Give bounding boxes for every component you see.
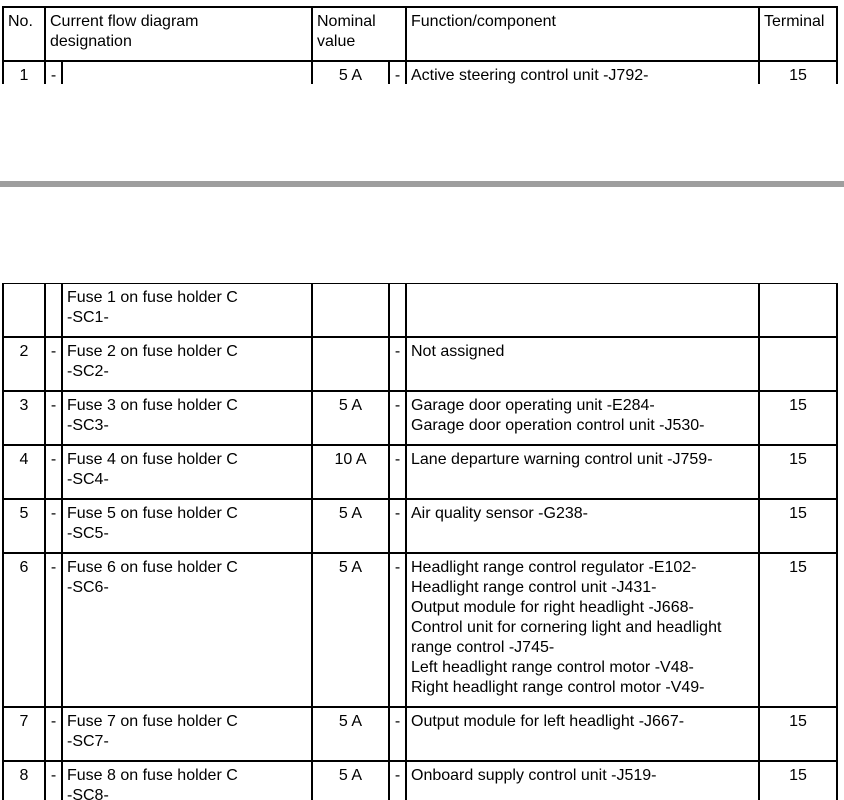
row-nominal-value: 5 A xyxy=(312,61,389,84)
row-dash: - xyxy=(389,553,406,707)
row-dash xyxy=(389,283,406,337)
row-designation: Fuse 7 on fuse holder C -SC7- xyxy=(62,707,312,761)
row-dash: - xyxy=(45,61,62,84)
row-nominal-value: 10 A xyxy=(312,445,389,499)
row-dash: - xyxy=(389,761,406,800)
row-function: Output module for left headlight -J667- xyxy=(406,707,759,761)
table-row xyxy=(3,391,837,445)
row-designation: Fuse 4 on fuse holder C -SC4- xyxy=(62,445,312,499)
row-function: Air quality sensor -G238- xyxy=(406,499,759,553)
row-function: Garage door operating unit -E284- Garage door operation control unit -J530- xyxy=(406,391,759,445)
row-number: 1 xyxy=(3,61,45,84)
row-dash: - xyxy=(45,445,62,499)
table-top-segment xyxy=(0,0,844,84)
row-designation: Fuse 1 on fuse holder C -SC1- xyxy=(62,283,312,337)
row-designation: Fuse 2 on fuse holder C -SC2- xyxy=(62,337,312,391)
header-terminal: Terminal xyxy=(759,7,837,61)
row-terminal: 15 xyxy=(759,445,837,499)
row-function xyxy=(406,283,759,337)
row-designation xyxy=(62,61,312,84)
row-dash: - xyxy=(389,707,406,761)
row-terminal: 15 xyxy=(759,707,837,761)
table-bottom-segment xyxy=(0,283,844,800)
row-designation: Fuse 6 on fuse holder C -SC6- xyxy=(62,553,312,707)
row-dash: - xyxy=(389,391,406,445)
row-nominal-value: 5 A xyxy=(312,761,389,800)
table-row xyxy=(3,499,837,553)
table-row xyxy=(3,61,837,84)
row-nominal-value: 5 A xyxy=(312,499,389,553)
row-number: 7 xyxy=(3,707,45,761)
row-nominal-value xyxy=(312,337,389,391)
page-divider xyxy=(0,181,844,187)
header-designation: Current flow diagram designation xyxy=(45,7,312,61)
table-row xyxy=(3,553,837,707)
fuse-table-header-part xyxy=(2,6,838,84)
row-number: 2 xyxy=(3,337,45,391)
row-designation: Fuse 5 on fuse holder C -SC5- xyxy=(62,499,312,553)
table-row xyxy=(3,445,837,499)
row-dash: - xyxy=(389,61,406,84)
row-number: 3 xyxy=(3,391,45,445)
row-nominal-value: 5 A xyxy=(312,707,389,761)
row-number: 8 xyxy=(3,761,45,800)
row-nominal-value: 5 A xyxy=(312,391,389,445)
row-terminal: 15 xyxy=(759,499,837,553)
table-row xyxy=(3,707,837,761)
header-no: No. xyxy=(3,7,45,61)
row-number xyxy=(3,283,45,337)
table-row xyxy=(3,761,837,800)
row-dash: - xyxy=(45,391,62,445)
row-terminal: 15 xyxy=(759,553,837,707)
fuse-table xyxy=(2,283,838,800)
row-dash: - xyxy=(45,499,62,553)
row-function: Not assigned xyxy=(406,337,759,391)
table-row-continuation xyxy=(3,283,837,337)
row-number: 5 xyxy=(3,499,45,553)
row-terminal: 15 xyxy=(759,61,837,84)
header-function: Function/component xyxy=(406,7,759,61)
row-nominal-value xyxy=(312,283,389,337)
row-dash: - xyxy=(45,761,62,800)
row-terminal: 15 xyxy=(759,761,837,800)
row-terminal xyxy=(759,337,837,391)
row-designation: Fuse 8 on fuse holder C -SC8- xyxy=(62,761,312,800)
header-nominal: Nominal value xyxy=(312,7,406,61)
row-number: 6 xyxy=(3,553,45,707)
row-function: Onboard supply control unit -J519- xyxy=(406,761,759,800)
row-nominal-value: 5 A xyxy=(312,553,389,707)
row-function: Active steering control unit -J792- xyxy=(406,61,759,84)
row-dash: - xyxy=(389,445,406,499)
row-dash xyxy=(45,283,62,337)
row-dash: - xyxy=(45,337,62,391)
row-dash: - xyxy=(45,553,62,707)
row-terminal xyxy=(759,283,837,337)
row-function: Lane departure warning control unit -J759- xyxy=(406,445,759,499)
row-terminal: 15 xyxy=(759,391,837,445)
row-dash: - xyxy=(389,499,406,553)
table-row xyxy=(3,337,837,391)
row-dash: - xyxy=(45,707,62,761)
row-function: Headlight range control regulator -E102- Headlight range control unit -J431- Output module for right headlight -J668- Control unit for cornering light and headlight range control -J745- Left headlight range control motor -V48- Right headlight range control motor -V49- xyxy=(406,553,759,707)
table-header-row xyxy=(3,7,837,61)
row-dash: - xyxy=(389,337,406,391)
row-number: 4 xyxy=(3,445,45,499)
row-designation: Fuse 3 on fuse holder C -SC3- xyxy=(62,391,312,445)
